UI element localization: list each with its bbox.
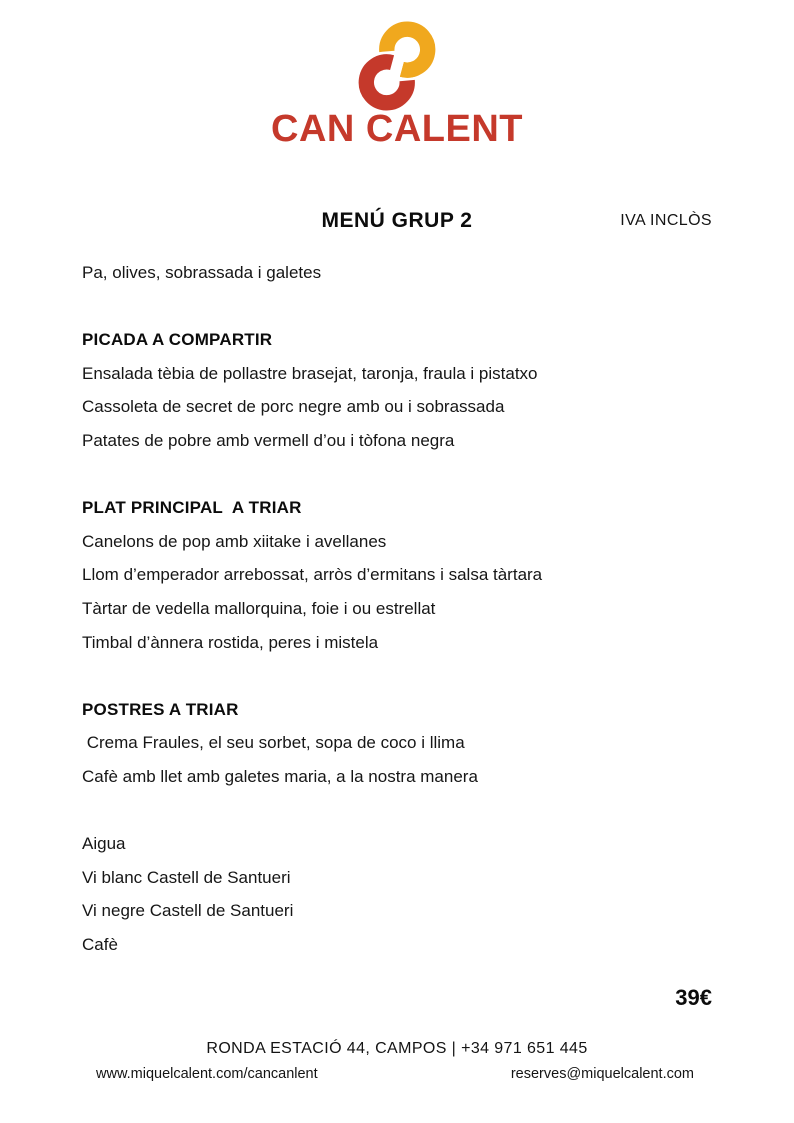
- menu-item: Canelons de pop amb xiitake i avellanes: [82, 531, 387, 551]
- menu-item: Cafè amb llet amb galetes maria, a la nostra manera: [82, 766, 478, 786]
- menu-item: Llom d’emperador arrebossat, arròs d’ermitans i salsa tàrtara: [82, 565, 543, 585]
- footer-contact-row: [96, 1066, 694, 1082]
- section-title-picada: PICADA A COMPARTIR: [82, 330, 273, 350]
- menu-item: Cassoleta de secret de porc negre amb ou i sobrassada: [82, 397, 505, 417]
- brand-logo-icon: [358, 21, 436, 111]
- footer-address-phone: RONDA ESTACIÓ 44, CAMPOS | +34 971 651 445: [206, 1040, 588, 1057]
- spacer: [82, 458, 712, 492]
- tax-note: IVA INCLÒS: [620, 212, 712, 229]
- menu-title: MENÚ GRUP 2: [321, 209, 473, 232]
- menu-header: [82, 209, 712, 237]
- spacer: [82, 659, 712, 693]
- menu-item: Cafè: [82, 934, 118, 954]
- menu-item: Vi blanc Castell de Santueri: [82, 867, 291, 887]
- footer-website: www.miquelcalent.com/cancanlent: [96, 1066, 318, 1082]
- menu-item: Timbal d’ànnera rostida, peres i mistela: [82, 632, 379, 652]
- section-title-plat-principal: PLAT PRINCIPAL A TRIAR: [82, 498, 302, 518]
- spacer: [82, 794, 712, 828]
- logo-yellow-c-tip: [402, 68, 416, 70]
- brand-wordmark: CAN CALENT: [271, 108, 523, 150]
- section-title-postres: POSTRES A TRIAR: [82, 699, 239, 719]
- menu-item: Crema Fraules, el seu sorbet, sopa de coco i llima: [82, 733, 465, 753]
- menu-item: Aigua: [82, 834, 126, 854]
- menu-item: Vi negre Castell de Santueri: [82, 901, 294, 921]
- menu-item: Ensalada tèbia de pollastre brasejat, taronja, fraula i pistatxo: [82, 363, 538, 383]
- footer-email: reserves@miquelcalent.com: [510, 1066, 694, 1082]
- menu-item: Patates de pobre amb vermell d’ou i tòfona negra: [82, 430, 455, 450]
- menu-intro: Pa, olives, sobrassada i galetes: [82, 263, 322, 282]
- spacer: [82, 290, 712, 324]
- menu-price: 39€: [675, 985, 712, 1011]
- menu-body: [82, 256, 712, 1015]
- logo-red-c: [366, 62, 407, 103]
- menu-item: Tàrtar de vedella mallorquina, foie i ou estrellat: [82, 598, 436, 618]
